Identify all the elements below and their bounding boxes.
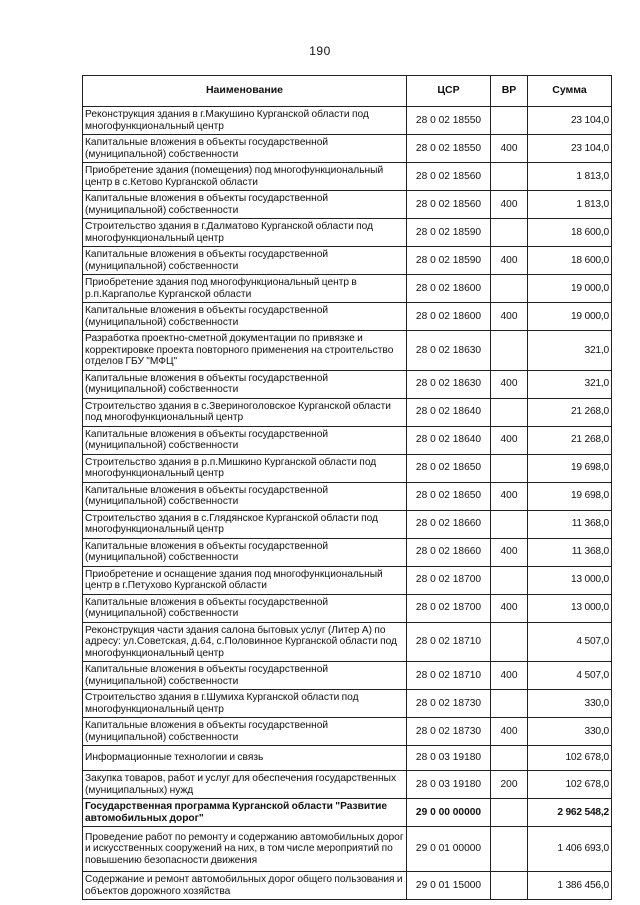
- row-sum: 321,0: [528, 370, 612, 398]
- row-name: Капитальные вложения в объекты государственной (муниципальной) собственности: [83, 135, 407, 163]
- row-sum: 1 406 693,0: [528, 827, 612, 872]
- row-csr: 28 0 02 18650: [407, 482, 491, 510]
- row-name: Капитальные вложения в объекты государственной (муниципальной) собственности: [83, 247, 407, 275]
- row-name: Приобретение и оснащение здания под многофункциональный центр в г.Петухово Курганской области: [83, 566, 407, 594]
- row-name: Капитальные вложения в объекты государственной (муниципальной) собственности: [83, 370, 407, 398]
- row-csr: 28 0 02 18590: [407, 247, 491, 275]
- row-vr: [491, 163, 528, 191]
- header-sum: Сумма: [528, 76, 612, 107]
- row-sum: 19 000,0: [528, 303, 612, 331]
- row-vr: 400: [491, 662, 528, 690]
- row-csr: 28 0 02 18560: [407, 191, 491, 219]
- row-csr: 28 0 02 18710: [407, 622, 491, 662]
- row-csr: 28 0 02 18560: [407, 163, 491, 191]
- row-sum: 4 507,0: [528, 662, 612, 690]
- row-csr: 28 0 02 18730: [407, 690, 491, 718]
- row-vr: 400: [491, 247, 528, 275]
- row-sum: 321,0: [528, 331, 612, 371]
- row-vr: [491, 799, 528, 827]
- table-row: [83, 771, 612, 799]
- row-name: Капитальные вложения в объекты государственной (муниципальной) собственности: [83, 482, 407, 510]
- table-row: [83, 426, 612, 454]
- row-vr: 400: [491, 538, 528, 566]
- row-sum: 2 962 548,2: [528, 799, 612, 827]
- row-sum: 21 268,0: [528, 398, 612, 426]
- budget-table: [82, 75, 612, 900]
- table-row: [83, 746, 612, 771]
- row-sum: 23 104,0: [528, 135, 612, 163]
- row-name: Капитальные вложения в объекты государственной (муниципальной) собственности: [83, 538, 407, 566]
- row-sum: 21 268,0: [528, 426, 612, 454]
- table-row: [83, 594, 612, 622]
- table-row: [83, 107, 612, 135]
- row-name: Капитальные вложения в объекты государственной (муниципальной) собственности: [83, 662, 407, 690]
- row-sum: 19 698,0: [528, 482, 612, 510]
- row-csr: 28 0 02 18700: [407, 566, 491, 594]
- row-csr: 28 0 02 18640: [407, 426, 491, 454]
- row-sum: 1 813,0: [528, 163, 612, 191]
- row-name: Государственная программа Курганской области "Развитие автомобильных дорог": [83, 799, 407, 827]
- row-vr: 400: [491, 594, 528, 622]
- row-sum: 11 368,0: [528, 538, 612, 566]
- row-sum: 102 678,0: [528, 771, 612, 799]
- row-sum: 13 000,0: [528, 594, 612, 622]
- row-csr: 28 0 02 18700: [407, 594, 491, 622]
- table-row: [83, 219, 612, 247]
- row-name: Капитальные вложения в объекты государственной (муниципальной) собственности: [83, 594, 407, 622]
- row-name: Реконструкция части здания салона бытовых услуг (Литер А) по адресу: ул.Советская, д.64, с.Половинное Курганской области под многофункциональный центр: [83, 622, 407, 662]
- row-name: Приобретение здания под многофункциональный центр в р.п.Каргаполье Курганской области: [83, 275, 407, 303]
- row-sum: 330,0: [528, 718, 612, 746]
- row-csr: 29 0 00 00000: [407, 799, 491, 827]
- row-name: Проведение работ по ремонту и содержанию автомобильных дорог и искусственных сооружений на них, в том числе мероприятий по повышению безопасности движения: [83, 827, 407, 872]
- row-name: Содержание и ремонт автомобильных дорог общего пользования и объектов дорожного хозяйства: [83, 872, 407, 900]
- row-vr: 400: [491, 191, 528, 219]
- row-name: Строительство здания в с.Глядянское Курганской области под многофункциональный центр: [83, 510, 407, 538]
- row-name: Строительство здания в г.Шумиха Курганской области под многофункциональный центр: [83, 690, 407, 718]
- table-row: [83, 872, 612, 900]
- table-row-program: [83, 799, 612, 827]
- row-csr: 28 0 02 18600: [407, 275, 491, 303]
- row-sum: 11 368,0: [528, 510, 612, 538]
- row-csr: 28 0 03 19180: [407, 746, 491, 771]
- row-name: Информационные технологии и связь: [83, 746, 407, 771]
- table-row: [83, 163, 612, 191]
- table-row: [83, 247, 612, 275]
- table-row: [83, 662, 612, 690]
- row-csr: 28 0 03 19180: [407, 771, 491, 799]
- row-csr: 28 0 02 18600: [407, 303, 491, 331]
- table-row: [83, 538, 612, 566]
- row-name: Закупка товаров, работ и услуг для обеспечения государственных (муниципальных) нужд: [83, 771, 407, 799]
- table-row: [83, 622, 612, 662]
- row-csr: 28 0 02 18550: [407, 135, 491, 163]
- row-csr: 28 0 02 18710: [407, 662, 491, 690]
- row-sum: 102 678,0: [528, 746, 612, 771]
- table-row: [83, 303, 612, 331]
- row-vr: [491, 827, 528, 872]
- row-vr: 400: [491, 370, 528, 398]
- row-csr: 29 0 01 00000: [407, 827, 491, 872]
- row-vr: [491, 566, 528, 594]
- table-row: [83, 331, 612, 371]
- row-sum: 1 386 456,0: [528, 872, 612, 900]
- table-row: [83, 827, 612, 872]
- row-vr: [491, 510, 528, 538]
- row-vr: 400: [491, 135, 528, 163]
- table-header-row: [83, 76, 612, 107]
- table-row: [83, 191, 612, 219]
- row-name: Реконструкция здания в г.Макушино Курганской области под многофункциональный центр: [83, 107, 407, 135]
- row-csr: 28 0 02 18640: [407, 398, 491, 426]
- table-row: [83, 510, 612, 538]
- header-vr: ВР: [491, 76, 528, 107]
- row-csr: 29 0 01 15000: [407, 872, 491, 900]
- row-sum: 18 600,0: [528, 219, 612, 247]
- row-sum: 13 000,0: [528, 566, 612, 594]
- row-vr: 200: [491, 771, 528, 799]
- row-vr: 400: [491, 426, 528, 454]
- table-row: [83, 454, 612, 482]
- row-sum: 330,0: [528, 690, 612, 718]
- row-vr: 400: [491, 718, 528, 746]
- row-vr: [491, 690, 528, 718]
- table-row: [83, 718, 612, 746]
- header-name: Наименование: [83, 76, 407, 107]
- table-row: [83, 370, 612, 398]
- table-row: [83, 398, 612, 426]
- table-row: [83, 275, 612, 303]
- row-vr: [491, 746, 528, 771]
- row-name: Строительство здания в г.Далматово Курганской области под многофункциональный центр: [83, 219, 407, 247]
- row-name: Строительство здания в р.п.Мишкино Курганской области под многофункциональный центр: [83, 454, 407, 482]
- row-csr: 28 0 02 18650: [407, 454, 491, 482]
- row-vr: [491, 331, 528, 371]
- row-vr: [491, 454, 528, 482]
- row-vr: [491, 219, 528, 247]
- row-vr: 400: [491, 482, 528, 510]
- table-row: [83, 135, 612, 163]
- row-vr: [491, 275, 528, 303]
- row-vr: [491, 872, 528, 900]
- row-name: Капитальные вложения в объекты государственной (муниципальной) собственности: [83, 426, 407, 454]
- row-csr: 28 0 02 18730: [407, 718, 491, 746]
- row-csr: 28 0 02 18590: [407, 219, 491, 247]
- header-csr: ЦСР: [407, 76, 491, 107]
- row-vr: [491, 622, 528, 662]
- row-vr: [491, 398, 528, 426]
- row-csr: 28 0 02 18550: [407, 107, 491, 135]
- row-sum: 19 000,0: [528, 275, 612, 303]
- row-vr: 400: [491, 303, 528, 331]
- row-csr: 28 0 02 18630: [407, 331, 491, 371]
- row-name: Строительство здания в с.Звериноголовское Курганской области под многофункциональный центр: [83, 398, 407, 426]
- row-csr: 28 0 02 18630: [407, 370, 491, 398]
- row-sum: 18 600,0: [528, 247, 612, 275]
- row-name: Разработка проектно-сметной документации по привязке и корректировке проекта повторного применения на строительство отделов ГБУ "МФЦ": [83, 331, 407, 371]
- row-sum: 23 104,0: [528, 107, 612, 135]
- table-row: [83, 482, 612, 510]
- row-name: Капитальные вложения в объекты государственной (муниципальной) собственности: [83, 718, 407, 746]
- row-csr: 28 0 02 18660: [407, 510, 491, 538]
- row-csr: 28 0 02 18660: [407, 538, 491, 566]
- row-name: Капитальные вложения в объекты государственной (муниципальной) собственности: [83, 191, 407, 219]
- page-number: 190: [309, 44, 331, 58]
- row-name: Капитальные вложения в объекты государственной (муниципальной) собственности: [83, 303, 407, 331]
- row-sum: 4 507,0: [528, 622, 612, 662]
- row-sum: 1 813,0: [528, 191, 612, 219]
- row-sum: 19 698,0: [528, 454, 612, 482]
- row-name: Приобретение здания (помещения) под многофункциональный центр в с.Кетово Курганской области: [83, 163, 407, 191]
- table-row: [83, 690, 612, 718]
- table-row: [83, 566, 612, 594]
- row-vr: [491, 107, 528, 135]
